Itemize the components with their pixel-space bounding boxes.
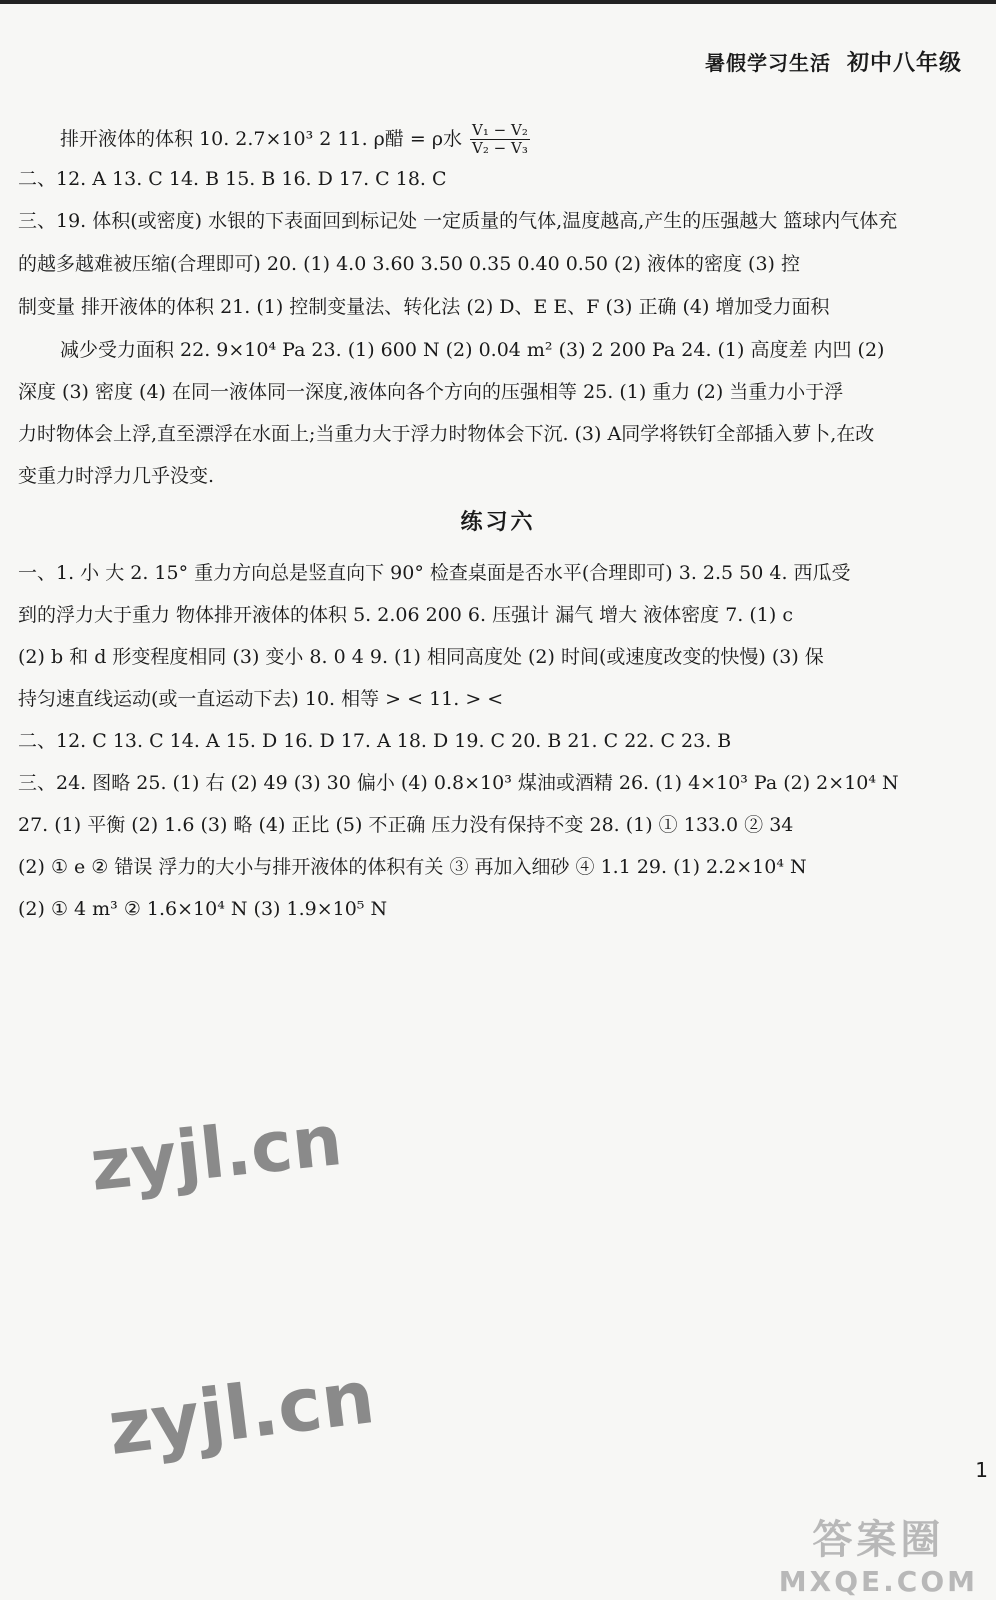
answer-line-3: 三、19. 体积(或密度) 水银的下表面回到标记处 一定质量的气体,温度越高,产生的压强越大 篮球内气体充 bbox=[18, 210, 898, 232]
answer-text: 排开液体的体积 10. 2.7×10³ 2 11. ρ醋 = ρ水 bbox=[60, 127, 462, 150]
watermark-zyjl: zyjl.cn bbox=[103, 1354, 379, 1472]
stamp-line-1: 答案圈 bbox=[812, 1517, 945, 1563]
exercise-line-5: 二、12. C 13. C 14. A 15. D 16. D 17. A 18. D 19. C 20. B 21. C 22. C 23. B bbox=[18, 730, 732, 752]
section-title: 练习六 bbox=[460, 510, 536, 535]
top-rule bbox=[0, 0, 996, 4]
site-logo-stamp bbox=[779, 1508, 978, 1598]
stamp-line-2: MXQE.COM bbox=[778, 1565, 978, 1598]
answer-line-7: 深度 (3) 密度 (4) 在同一液体同一深度,液体向各个方向的压强相等 25. (1) 重力 (2) 当重力小于浮 bbox=[18, 381, 844, 403]
exercise-line-4: 持匀速直线运动(或一直运动下去) 10. 相等 > < 11. > < bbox=[18, 688, 504, 710]
grade-label: 初中八年级 bbox=[846, 51, 962, 76]
answer-line-4: 的越多越难被压缩(合理即可) 20. (1) 4.0 3.60 3.50 0.35 0.40 0.50 (2) 液体的密度 (3) 控 bbox=[18, 253, 800, 275]
exercise-line-8: (2) ① e ② 错误 浮力的大小与排开液体的体积有关 ③ 再加入细砂 ④ 1.1 29. (1) 2.2×10⁴ N bbox=[18, 856, 807, 878]
exercise-line-2: 到的浮力大于重力 物体排开液体的体积 5. 2.06 200 6. 压强计 漏气 增大 液体密度 7. (1) c bbox=[18, 604, 793, 626]
fraction-numerator: V₁ − V₂ bbox=[472, 121, 528, 139]
header-title bbox=[705, 46, 962, 77]
page-number: 1 bbox=[975, 1458, 988, 1482]
exercise-line-7: 27. (1) 平衡 (2) 1.6 (3) 略 (4) 正比 (5) 不正确 压力没有保持不变 28. (1) ① 133.0 ② 34 bbox=[18, 814, 794, 836]
exercise-line-6: 三、24. 图略 25. (1) 右 (2) 49 (3) 30 偏小 (4) 0.8×10³ 煤油或酒精 26. (1) 4×10³ Pa (2) 2×10⁴ N bbox=[18, 772, 899, 794]
exercise-line-9: (2) ① 4 m³ ② 1.6×10⁴ N (3) 1.9×10⁵ N bbox=[18, 898, 388, 920]
exercise-line-3: (2) b 和 d 形变程度相同 (3) 变小 8. 0 4 9. (1) 相同高度处 (2) 时间(或速度改变的快慢) (3) 保 bbox=[18, 646, 824, 668]
answer-line-8: 力时物体会上浮,直至漂浮在水面上;当重力大于浮力时物体会下沉. (3) A同学将铁钉全部插入萝卜,在改 bbox=[18, 423, 875, 445]
answer-line-5: 制变量 排开液体的体积 21. (1) 控制变量法、转化法 (2) D、E E、F (3) 正确 (4) 增加受力面积 bbox=[18, 296, 830, 318]
exercise-line-1: 一、1. 小 大 2. 15° 重力方向总是竖直向下 90° 检查桌面是否水平(合理即可) 3. 2.5 50 4. 西瓜受 bbox=[18, 562, 851, 584]
answer-line-1 bbox=[60, 122, 530, 158]
answer-line-6: 减少受力面积 22. 9×10⁴ Pa 23. (1) 600 N (2) 0.04 m² (3) 2 200 Pa 24. (1) 高度差 内凹 (2) bbox=[60, 339, 885, 361]
book-series: 暑假学习生活 bbox=[704, 51, 831, 75]
watermark-zyjl: zyjl.cn bbox=[86, 1099, 346, 1207]
density-formula-fraction bbox=[470, 122, 530, 158]
fraction-denominator: V₂ − V₃ bbox=[472, 139, 528, 158]
answer-line-9: 变重力时浮力几乎没变. bbox=[18, 465, 215, 487]
answer-line-2: 二、12. A 13. C 14. B 15. B 16. D 17. C 18. C bbox=[18, 168, 447, 190]
